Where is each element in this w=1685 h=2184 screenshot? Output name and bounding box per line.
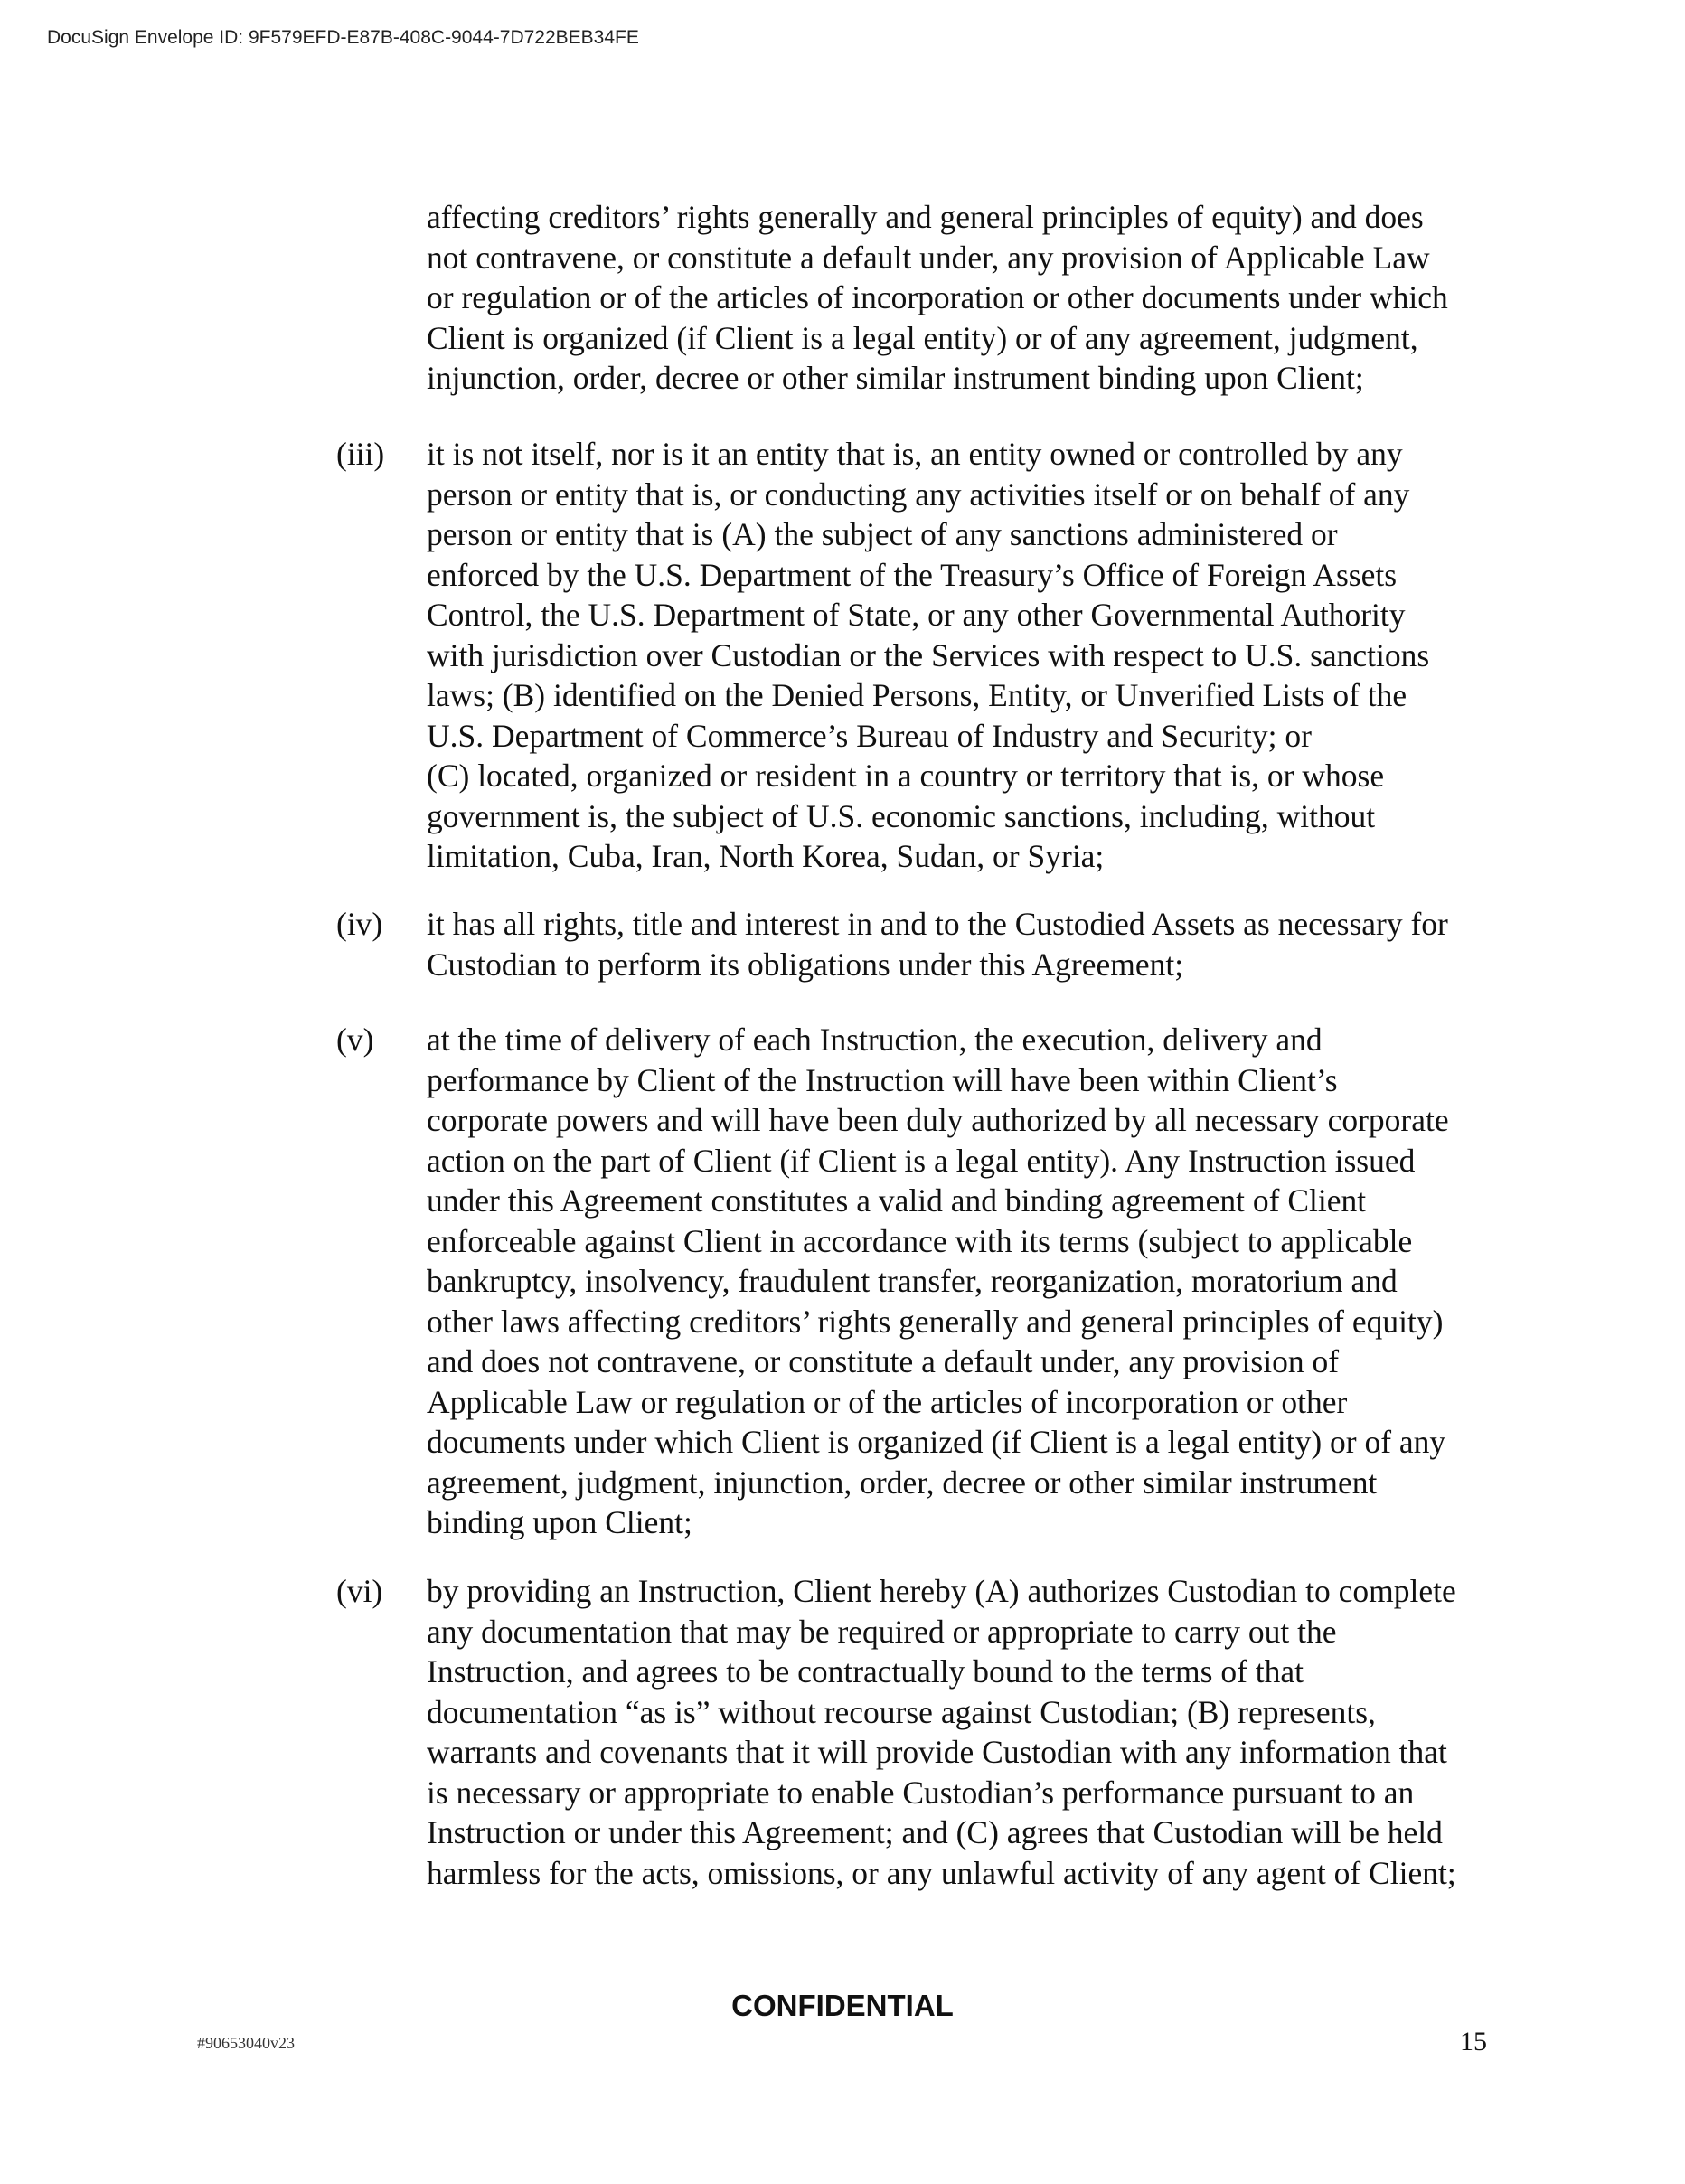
text-line: with jurisdiction over Custodian or the Services with respect to U.S. sanctions (427, 636, 1430, 673)
text-line: affecting creditors’ rights generally and general principles of equity) and does (427, 199, 1424, 235)
continuation-text (427, 197, 1448, 399)
text-line: it has all rights, title and interest in and to the Custodied Assets as necessary for (427, 906, 1448, 942)
text-line: and does not contravene, or constitute a default under, any provision of (427, 1343, 1340, 1379)
text-line: or regulation or of the articles of incorporation or other documents under which (427, 279, 1448, 315)
text-line: Control, the U.S. Department of State, or any other Governmental Authority (427, 597, 1406, 633)
text-line: Applicable Law or regulation or of the articles of incorporation or other (427, 1383, 1348, 1420)
item-text (427, 904, 1448, 984)
docusign-envelope-id: DocuSign Envelope ID: 9F579EFD-E87B-408C-9044-7D722BEB34FE (47, 27, 639, 48)
item-label: (v) (336, 1021, 374, 1058)
text-line: Instruction, and agrees to be contractually bound to the terms of that (427, 1653, 1304, 1690)
text-line: it is not itself, nor is it an entity that is, an entity owned or controlled by any (427, 436, 1403, 472)
item-text (427, 1571, 1456, 1893)
text-line: U.S. Department of Commerce’s Bureau of Industry and Security; or (427, 717, 1312, 754)
item-label: (vi) (336, 1573, 383, 1609)
text-line: person or entity that is, or conducting any activities itself or on behalf of any (427, 475, 1410, 513)
text-line: other laws affecting creditors’ rights generally and general principles of equity) (427, 1303, 1444, 1340)
text-line: enforced by the U.S. Department of the Treasury’s Office of Foreign Assets (427, 556, 1398, 593)
text-line: binding upon Client; (427, 1504, 692, 1540)
confidential-footer: CONFIDENTIAL (731, 1989, 954, 2022)
text-line: limitation, Cuba, Iran, North Korea, Sudan, or Syria; (427, 838, 1105, 874)
text-line: Client is organized (if Client is a legal entity) or of any agreement, judgment, (427, 319, 1418, 356)
text-line: person or entity that is (A) the subject of any sanctions administered or (427, 516, 1338, 552)
text-line: corporate powers and will have been duly authorized by all necessary corporate (427, 1102, 1449, 1138)
item-label: (iii) (336, 436, 385, 472)
text-line: by providing an Instruction, Client hereby (A) authorizes Custodian to complete (427, 1573, 1456, 1609)
text-line: documents under which Client is organized (if Client is a legal entity) or of any (427, 1424, 1446, 1460)
text-line: documentation “as is” without recourse against Custodian; (B) represents, (427, 1693, 1376, 1730)
item-text (427, 434, 1429, 877)
text-line: at the time of delivery of each Instruction, the execution, delivery and (427, 1021, 1323, 1058)
item-label: (iv) (336, 906, 383, 942)
text-line: under this Agreement constitutes a valid and binding agreement of Client (427, 1182, 1367, 1219)
item-text (427, 1020, 1449, 1543)
text-line: harmless for the acts, omissions, or any unlawful activity of any agent of Client; (427, 1854, 1456, 1891)
text-line: Custodian to perform its obligations under this Agreement; (427, 946, 1184, 983)
text-line: bankruptcy, insolvency, fraudulent transfer, reorganization, moratorium and (427, 1263, 1398, 1299)
text-line: enforceable against Client in accordance with its terms (subject to applicable (427, 1222, 1413, 1259)
document-number: #90653040v23 (197, 2034, 295, 2052)
page-number: 15 (1460, 2027, 1487, 2057)
text-line: Instruction or under this Agreement; and (C) agrees that Custodian will be held (427, 1814, 1443, 1850)
text-line: laws; (B) identified on the Denied Persons, Entity, or Unverified Lists of the (427, 677, 1407, 713)
text-line: any documentation that may be required or appropriate to carry out the (427, 1613, 1337, 1650)
text-line: performance by Client of the Instruction will have been within Client’s (427, 1061, 1338, 1098)
text-line: (C) located, organized or resident in a country or territory that is, or whose (427, 758, 1385, 794)
text-line: agreement, judgment, injunction, order, decree or other similar instrument (427, 1464, 1378, 1501)
text-line: action on the part of Client (if Client is a legal entity). Any Instruction issued (427, 1142, 1416, 1179)
text-line: injunction, order, decree or other similar instrument binding upon Client; (427, 360, 1364, 396)
text-line: is necessary or appropriate to enable Custodian’s performance pursuant to an (427, 1774, 1415, 1811)
text-line: warrants and covenants that it will provide Custodian with any information that (427, 1734, 1447, 1770)
text-line: not contravene, or constitute a default under, any provision of Applicable Law (427, 239, 1430, 276)
text-line: government is, the subject of U.S. economic sanctions, including, without (427, 797, 1376, 834)
